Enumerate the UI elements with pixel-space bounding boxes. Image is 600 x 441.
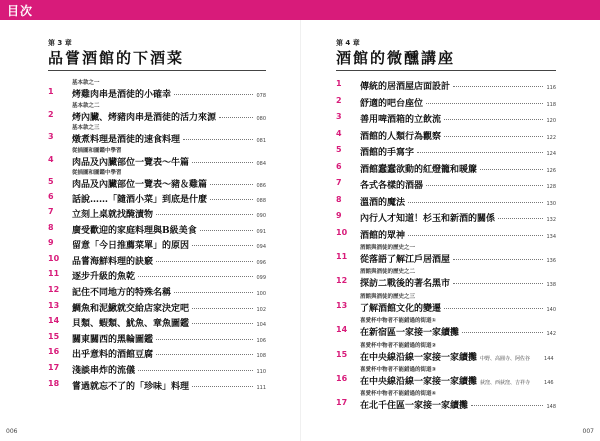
leader-dots	[138, 276, 253, 277]
entry-title: 廣受歡迎的家庭料理與B級美食	[72, 225, 197, 236]
entry-number: 6	[48, 191, 54, 201]
entry-number: 11	[336, 252, 348, 261]
entry-title: 酒館的眾神	[360, 230, 406, 241]
entry-page-number: 099	[256, 275, 266, 282]
entry-number: 17	[336, 398, 348, 408]
entry-number: 12	[48, 285, 60, 295]
entry-title: 從落語了解江戶居酒屋	[360, 255, 451, 265]
chapter-4-entries	[336, 79, 556, 415]
entry-number: 8	[336, 194, 342, 204]
toc-entry	[336, 145, 556, 162]
entry-section-label: 從插圖和圖鑑中學習	[72, 170, 122, 176]
entry-number: 1	[336, 79, 342, 88]
entry-line	[72, 192, 266, 205]
entry-page-number: 111	[256, 384, 266, 391]
entry-number: 17	[48, 363, 60, 373]
entry-line	[360, 228, 556, 241]
entry-number: 14	[48, 316, 60, 326]
entry-section-label: 基本款之二	[72, 102, 100, 109]
leader-dots	[210, 184, 253, 185]
entry-line	[360, 129, 556, 142]
toc-entry	[336, 366, 556, 390]
toc-entry	[336, 79, 556, 96]
leader-dots	[183, 139, 253, 140]
entry-title: 貝類、蝦類、魷魚、章魚圖鑑	[72, 319, 190, 330]
leader-dots	[426, 103, 543, 104]
entry-title: 在北千住區一家接一家續攤	[360, 401, 469, 412]
entry-page-number: 142	[546, 331, 556, 338]
entry-title: 酒館蠢蠢欲動的紅燈籠和暖簾	[360, 164, 478, 175]
entry-subtitle: 中野、高圓寺、阿佐谷	[480, 355, 531, 362]
entry-title: 內行人才知道！杉玉和新酒的關係	[360, 214, 496, 224]
entry-page-number: 108	[256, 353, 266, 360]
entry-page-number: 140	[546, 306, 556, 313]
entry-section-label: 酒館與酒徒的歷史之三	[360, 293, 416, 300]
leader-dots	[453, 259, 543, 260]
entry-page-number: 148	[546, 404, 556, 411]
entry-title: 舒適的吧台座位	[360, 98, 424, 109]
entry-line	[360, 301, 556, 314]
entry-page-number: 104	[256, 322, 266, 329]
toc-entry	[48, 379, 266, 395]
entry-page-number: 106	[256, 337, 266, 344]
entry-line	[72, 223, 266, 236]
entry-page-number: 146	[544, 379, 554, 386]
entry-page-number: 128	[546, 184, 556, 190]
toc-entry	[48, 347, 266, 363]
leader-dots	[444, 308, 543, 309]
entry-number: 4	[336, 128, 342, 138]
page-number-left: 006	[6, 428, 18, 435]
leader-dots	[192, 323, 253, 324]
entry-title: 探訪二戰後的著名黑市	[360, 279, 451, 290]
entry-title: 立刻上桌就找醃漬物	[72, 210, 154, 221]
entry-number: 7	[336, 178, 342, 187]
leader-dots	[192, 386, 253, 387]
chapter-4-column	[336, 38, 556, 415]
toc-entry	[48, 254, 266, 270]
toc-entry	[48, 223, 266, 239]
entry-title: 出乎意料的酒館豆腐	[72, 350, 154, 361]
leader-dots	[192, 308, 253, 309]
entry-line	[360, 276, 556, 289]
entry-page-number: 144	[544, 355, 554, 362]
leader-dots	[444, 136, 543, 137]
toc-entry	[48, 332, 266, 348]
entry-title: 肉品及內臟部位一覽表～牛篇	[72, 157, 190, 168]
entry-line	[72, 363, 266, 376]
toc-entry	[48, 124, 266, 147]
entry-section-label: 酒館與酒徒的歷史之一	[360, 245, 416, 251]
entry-title: 酒館的人類行為觀察	[360, 131, 442, 142]
entry-line	[72, 177, 266, 190]
leader-dots	[192, 162, 253, 163]
entry-number: 8	[48, 222, 54, 232]
leader-dots	[453, 86, 543, 87]
entry-page-number: 132	[546, 217, 556, 223]
leader-dots	[219, 117, 253, 118]
entry-number: 10	[336, 227, 348, 237]
entry-title: 在新宿區一家接一家續攤	[360, 328, 460, 339]
leader-dots	[200, 230, 254, 231]
toc-entry	[48, 316, 266, 332]
entry-title: 燉煮料理是酒徒的速食料理	[72, 135, 181, 145]
toc-entry	[336, 244, 556, 268]
entry-title: 了解酒館文化的變遷	[360, 303, 442, 314]
entry-line	[360, 145, 556, 158]
entry-number: 7	[48, 207, 54, 217]
entry-title: 關東關西的黑輪圖鑑	[72, 334, 154, 345]
toc-title: 目次	[7, 4, 34, 18]
entry-line	[72, 132, 266, 145]
chapter-3-title: 品嘗酒館的下酒菜	[48, 49, 185, 67]
chapter-4-label: 第 4 章	[336, 39, 360, 47]
entry-section-label: 基本款之三	[72, 125, 100, 131]
toc-entry	[336, 112, 556, 129]
toc-entry	[336, 342, 556, 366]
entry-number: 5	[336, 145, 342, 154]
toc-entry	[48, 238, 266, 254]
entry-section-label: 喜愛杯中物者不能錯過的街道①	[360, 318, 437, 325]
entry-line	[72, 155, 266, 168]
toc-entry	[48, 79, 266, 102]
toc-entry	[336, 162, 556, 179]
entry-page-number: 080	[256, 115, 266, 122]
entry-line	[72, 269, 266, 282]
entry-number: 9	[336, 211, 342, 220]
entry-title: 淺談串炸的流儀	[72, 366, 136, 377]
entry-line	[360, 398, 556, 411]
entry-title: 傳統的居酒屋店面設計	[360, 82, 451, 92]
entry-subtitle: 荻窪、西荻窪、吉祥寺	[480, 379, 531, 386]
entry-section-label: 酒館與酒徒的歷史之二	[360, 269, 416, 276]
toc-entry	[48, 192, 266, 208]
entry-title: 溫酒的魔法	[360, 197, 406, 208]
entry-number: 4	[48, 154, 54, 164]
entry-line	[360, 178, 556, 191]
chapter-4-rule	[336, 70, 556, 71]
entry-line	[72, 285, 266, 298]
entry-page-number: 102	[256, 306, 266, 313]
page-number-right: 007	[582, 428, 594, 435]
entry-page-number: 086	[256, 183, 266, 189]
leader-dots	[156, 214, 253, 215]
toc-entry	[48, 269, 266, 285]
entry-number: 6	[336, 161, 342, 171]
toc-entry	[48, 169, 266, 192]
toc-entry	[336, 390, 556, 414]
entry-page-number: 118	[546, 101, 556, 108]
entry-line	[360, 79, 556, 92]
entry-number: 18	[48, 378, 60, 388]
entry-page-number: 091	[256, 228, 266, 235]
entry-line	[360, 374, 556, 387]
entry-page-number: 116	[546, 85, 556, 91]
chapter-3-entries	[48, 79, 266, 394]
leader-dots	[471, 405, 543, 406]
entry-section-label: 喜愛杯中物者不能錯過的街道②	[360, 342, 437, 349]
entry-number: 16	[336, 373, 348, 383]
entry-page-number: 136	[546, 258, 556, 264]
toc-entry	[48, 207, 266, 223]
toc-header-bar	[0, 0, 600, 20]
entry-page-number: 130	[546, 200, 556, 207]
leader-dots	[444, 119, 543, 120]
entry-line	[360, 350, 556, 363]
leader-dots	[408, 202, 543, 203]
entry-number: 15	[48, 331, 60, 341]
entry-page-number: 078	[256, 93, 266, 99]
entry-number: 3	[48, 132, 54, 141]
entry-title: 話說……「隨酒小菜」到底是什麼	[72, 194, 208, 205]
entry-line	[72, 379, 266, 392]
chapter-4-title: 酒館的微醺講座	[336, 49, 456, 67]
entry-line	[360, 252, 556, 265]
entry-line	[360, 112, 556, 125]
entry-section-label: 喜愛杯中物者不能錯過的街道④	[360, 391, 437, 398]
entry-number: 12	[336, 276, 348, 286]
entry-title: 酒館的手寫字	[360, 148, 415, 158]
entry-line	[72, 332, 266, 345]
entry-number: 16	[48, 347, 60, 357]
toc-entry	[48, 363, 266, 379]
entry-title: 逐步升級的魚乾	[72, 272, 136, 283]
entry-title: 記住不同地方的特殊名稱	[72, 288, 172, 299]
entry-page-number: 122	[546, 134, 556, 141]
entry-line	[360, 96, 556, 109]
entry-title: 留意「今日推薦菜單」的原因	[72, 241, 190, 252]
toc-entry	[336, 96, 556, 113]
toc-entry	[336, 178, 556, 195]
entry-number: 10	[48, 253, 60, 263]
entry-number: 14	[336, 325, 348, 335]
entry-line	[72, 301, 266, 314]
entry-line	[360, 325, 556, 338]
chapter-3-column	[48, 38, 266, 394]
entry-title: 在中央線沿線一家接一家續攤	[360, 352, 478, 363]
toc-entry	[336, 195, 556, 212]
entry-number: 3	[336, 112, 342, 121]
toc-entry	[48, 301, 266, 317]
entry-page-number: 081	[256, 138, 266, 144]
entry-line	[72, 347, 266, 360]
entry-number: 13	[336, 300, 348, 310]
chapter-3-label: 第 3 章	[48, 39, 72, 47]
leader-dots	[210, 199, 253, 200]
entry-line	[360, 162, 556, 175]
entry-title: 品嘗海鮮料理的訣竅	[72, 256, 154, 267]
entry-page-number: 110	[256, 369, 266, 376]
leader-dots	[453, 283, 543, 284]
entry-number: 2	[336, 95, 342, 105]
entry-title: 鯛魚和泥鰍就交給店家決定吧	[72, 303, 190, 314]
leader-dots	[417, 152, 543, 153]
entry-number: 9	[48, 238, 54, 248]
entry-line	[360, 195, 556, 208]
entry-title: 在中央線沿線一家接一家續攤	[360, 376, 478, 387]
entry-page-number: 134	[546, 233, 556, 240]
entry-line	[72, 87, 266, 100]
toc-entry	[336, 293, 556, 317]
entry-line	[72, 207, 266, 220]
entry-title: 各式各樣的酒器	[360, 181, 424, 191]
entry-section-label: 基本款之一	[72, 80, 100, 86]
entry-section-label: 從插圖和圖鑑中學習	[72, 147, 122, 154]
entry-number: 15	[336, 349, 348, 359]
entry-page-number: 096	[256, 259, 266, 266]
entry-number: 1	[48, 87, 54, 96]
entry-page-number: 138	[546, 282, 556, 289]
entry-number: 5	[48, 177, 54, 186]
toc-entry	[48, 147, 266, 170]
leader-dots	[156, 354, 253, 355]
leader-dots	[174, 292, 253, 293]
entry-number: 2	[48, 109, 54, 119]
leader-dots	[138, 370, 253, 371]
leader-dots	[156, 339, 253, 340]
leader-dots	[408, 235, 543, 236]
leader-dots	[462, 332, 543, 333]
entry-page-number: 088	[256, 197, 266, 204]
leader-dots	[156, 261, 253, 262]
toc-entry	[336, 228, 556, 245]
entry-page-number: 126	[546, 167, 556, 174]
entry-title: 嘗過就忘不了的「珍味」料理	[72, 381, 190, 392]
toc-entry	[336, 211, 556, 228]
entry-title: 烤內臟、烤豬肉串是酒徒的活力來源	[72, 112, 217, 123]
entry-section-label: 喜愛杯中物者不能錯過的街道③	[360, 366, 437, 373]
toc-entry	[48, 285, 266, 301]
leader-dots	[480, 169, 543, 170]
page-gutter	[300, 20, 301, 441]
entry-line	[72, 316, 266, 329]
entry-page-number: 124	[546, 151, 556, 157]
toc-entry	[336, 317, 556, 341]
leader-dots	[498, 218, 543, 219]
leader-dots	[192, 245, 253, 246]
entry-title: 烤雞肉串是酒徒的小確幸	[72, 90, 172, 100]
entry-page-number: 120	[546, 118, 556, 124]
toc-entry	[336, 129, 556, 146]
toc-entry	[336, 268, 556, 292]
entry-title: 肉品及內臟部位一覽表～豬＆雞篇	[72, 180, 208, 190]
leader-dots	[426, 185, 543, 186]
entry-line	[72, 110, 266, 123]
toc-entry	[48, 102, 266, 125]
chapter-3-rule	[48, 70, 266, 71]
entry-page-number: 100	[256, 291, 266, 298]
leader-dots	[174, 94, 253, 95]
entry-page-number: 094	[256, 244, 266, 251]
entry-number: 13	[48, 300, 60, 310]
entry-title: 善用啤酒箱的立飲流	[360, 115, 442, 125]
entry-page-number: 084	[256, 160, 266, 167]
entry-line	[72, 254, 266, 267]
entry-page-number: 090	[256, 213, 266, 220]
entry-line	[72, 238, 266, 251]
entry-number: 11	[48, 269, 60, 279]
entry-line	[360, 211, 556, 224]
